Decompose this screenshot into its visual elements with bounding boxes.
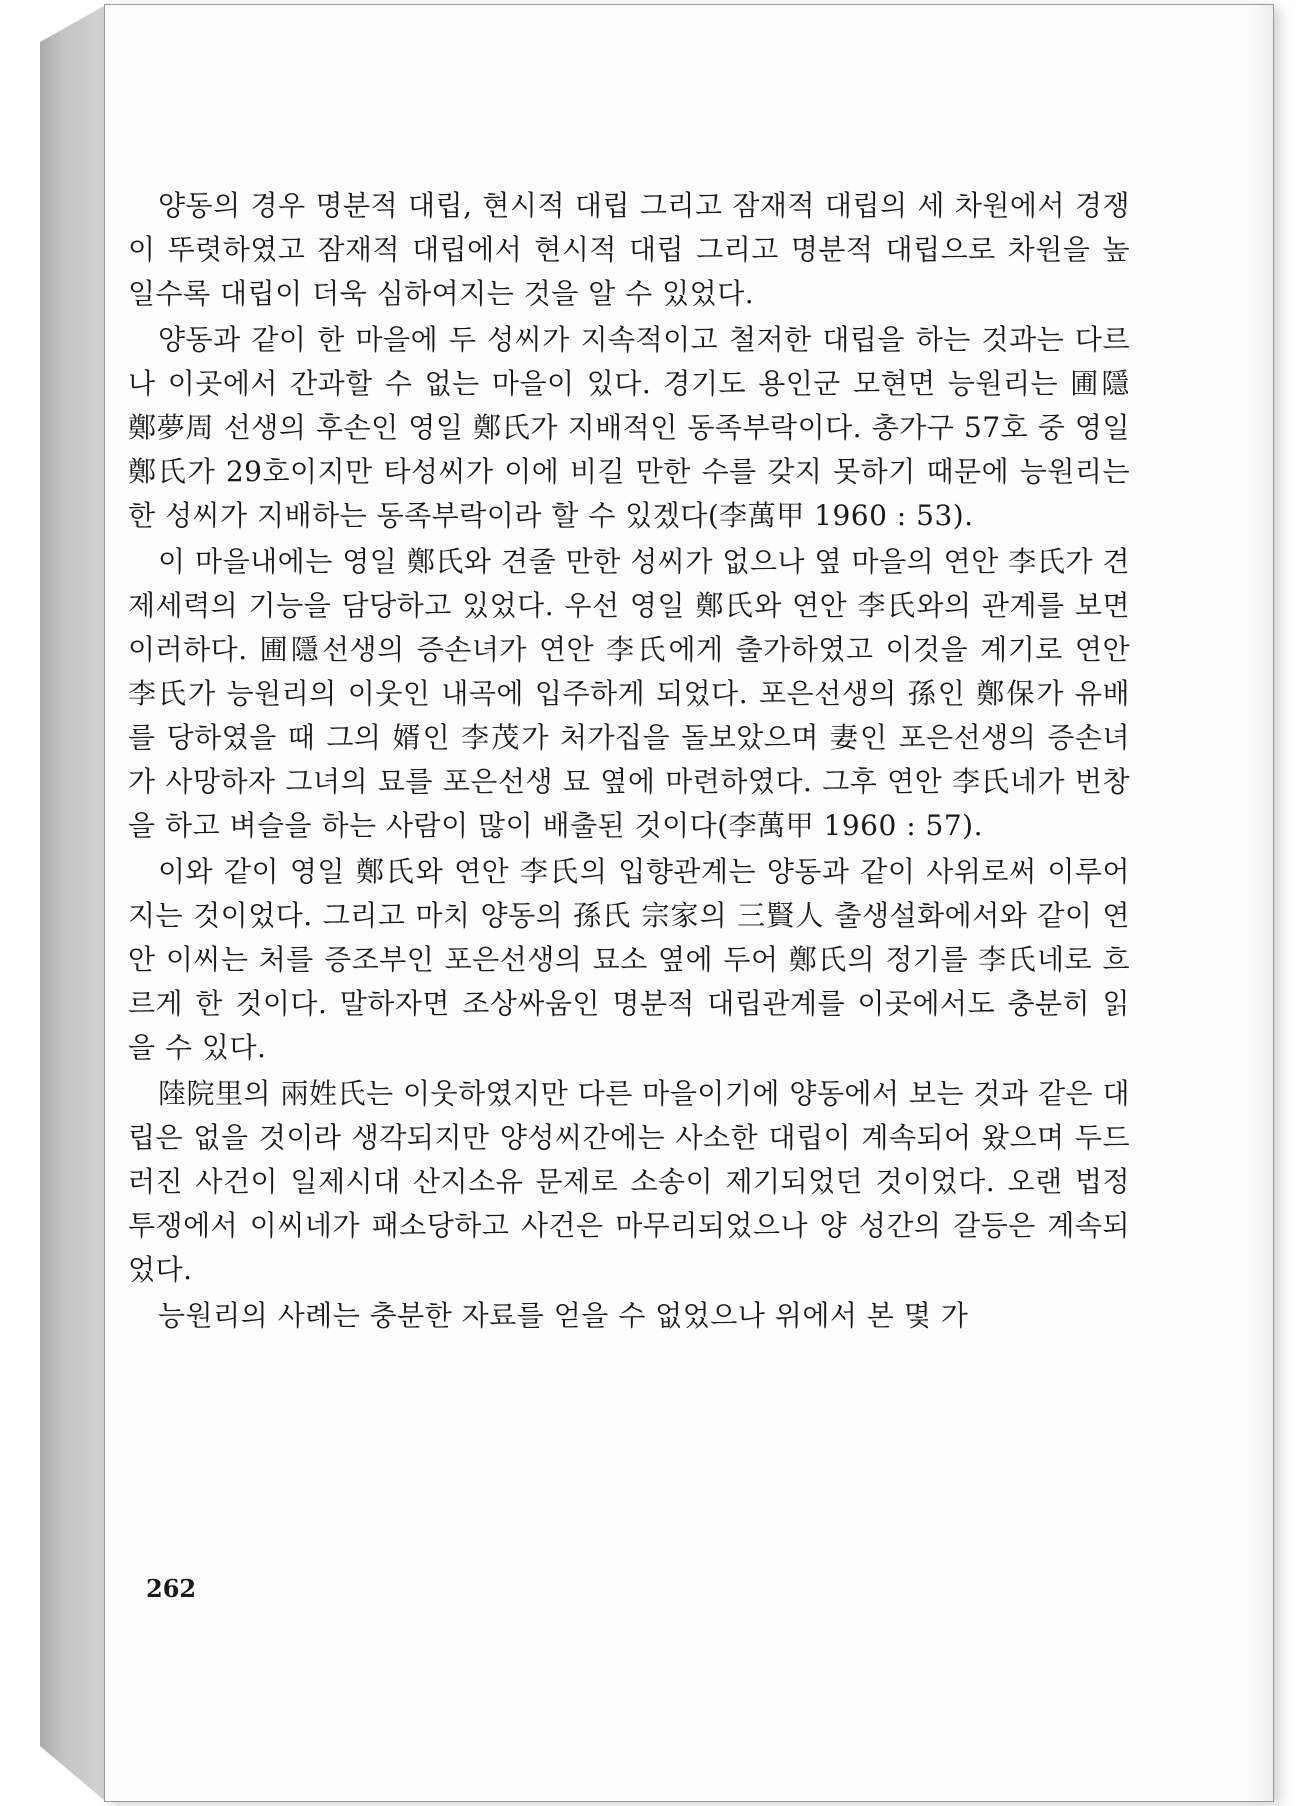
paragraph-6: 능원리의 사례는 충분한 자료를 얻을 수 없었으나 위에서 본 몇 가 xyxy=(158,1299,969,1332)
book-spine xyxy=(40,6,104,1800)
paragraph-4: 이와 같이 영일 鄭氏와 연안 李氏의 입향관계는 양동과 같이 사위로써 이루어지는 것이었다. 그리고 마치 양동의 孫氏 宗家의 三賢人 출생설화에서와 같이 연안 이씨는 처를 증조부인 포은선생의 묘소 옆에 두어 鄭氏의 정기를 李氏네로 흐르게 한 것이다. 말하자면 조상싸움인 명분적 대립관계를 이곳에서도 충분히 읽을 수 있다. xyxy=(128,855,1130,1064)
paragraph-1: 양동의 경우 명분적 대립, 현시적 대립 그리고 잠재적 대립의 세 차원에서 경쟁이 뚜렷하였고 잠재적 대립에서 현시적 대립 그리고 명분적 대립으로 차원을 높일수록 대립이 더욱 심하여지는 것을 알 수 있었다. xyxy=(128,189,1130,310)
paragraph-3: 이 마을내에는 영일 鄭氏와 견줄 만한 성씨가 없으나 옆 마을의 연안 李氏가 견제세력의 기능을 담당하고 있었다. 우선 영일 鄭氏와 연안 李氏와의 관계를 보면 이러하다. 圃隱선생의 증손녀가 연안 李氏에게 출가하였고 이것을 계기로 연안 李氏가 능원리의 이웃인 내곡에 입주하게 되었다. 포은선생의 孫인 鄭保가 유배를 당하였을 때 그의 婿인 李茂가 처가집을 돌보았으며 妻인 포은선생의 증손녀가 사망하자 그녀의 묘를 포은선생 묘 옆에 마련하였다. 그후 연안 李氏네가 번창을 하고 벼슬을 하는 사람이 많이 배출된 것이다(李萬甲 1960 : 57). xyxy=(128,545,1130,842)
page-edge-shadow xyxy=(1247,5,1273,1801)
paragraph-5: 陸院里의 兩姓氏는 이웃하였지만 다른 마을이기에 양동에서 보는 것과 같은 대립은 없을 것이라 생각되지만 양성씨간에는 사소한 대립이 계속되어 왔으며 두드러진 사건이 일제시대 산지소유 문제로 소송이 제기되었던 것이었다. 오랜 법정투쟁에서 이씨네가 패소당하고 사건은 마무리되었으나 양 성간의 갈등은 계속되었다. xyxy=(128,1077,1130,1286)
paragraph-2: 양동과 같이 한 마을에 두 성씨가 지속적이고 철저한 대립을 하는 것과는 다르나 이곳에서 간과할 수 없는 마을이 있다. 경기도 용인군 모현면 능원리는 圃隱 鄭夢周 선생의 후손인 영일 鄭氏가 지배적인 동족부락이다. 총가구 57호 중 영일 鄭氏가 29호이지만 타성씨가 이에 비길 만한 수를 갖지 못하기 때문에 능원리는 한 성씨가 지배하는 동족부락이라 할 수 있겠다(李萬甲 1960 : 53). xyxy=(128,323,1130,532)
page-number: 262 xyxy=(146,1574,197,1603)
body-text xyxy=(128,184,1130,1340)
